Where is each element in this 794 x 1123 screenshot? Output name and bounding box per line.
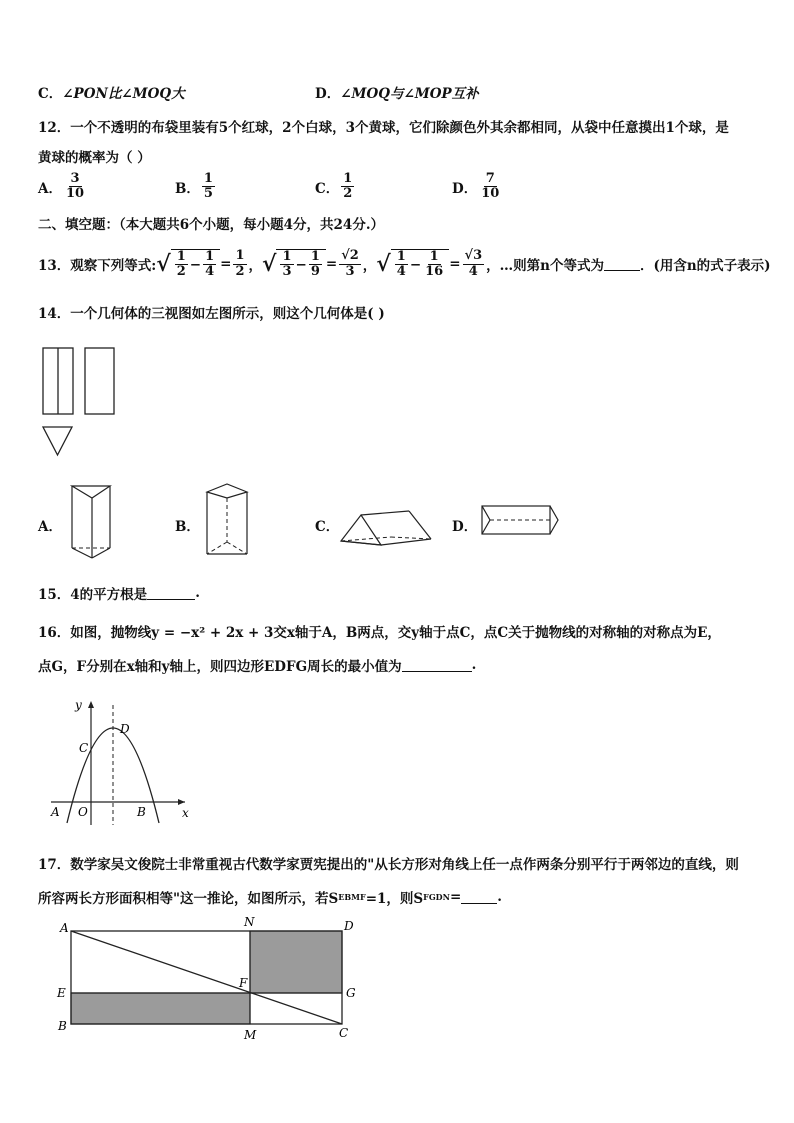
rectangle-figure: [52, 915, 372, 1045]
option-a-prism: [66, 482, 116, 562]
shaded-rect-ebmf: [71, 993, 250, 1024]
fraction: $\frac{7}{10}$: [481, 171, 500, 202]
label-b: B: [58, 1019, 67, 1033]
option-b-prism: [203, 482, 253, 562]
q14-option-d: D．: [452, 519, 478, 535]
option-c-prism: [337, 505, 437, 550]
q12-option-c: C． $\frac{1}{2}$: [315, 171, 353, 202]
label-d: D: [344, 919, 354, 933]
answer-blank[interactable]: [604, 258, 640, 271]
label-n: N: [244, 915, 255, 929]
q11-option-d: D．∠MOQ与∠MOP互补: [315, 86, 479, 102]
label-c: C: [339, 1026, 349, 1040]
section-title: 二、填空题：（本大题共6个小题，每小题4分，共24分.）: [38, 217, 385, 233]
option-d-prism: [478, 500, 563, 540]
parabola-graph: [45, 695, 195, 830]
label-a: A: [51, 805, 60, 819]
answer-blank[interactable]: [402, 659, 472, 672]
three-view-figure: [38, 340, 128, 465]
label-x: x: [182, 806, 189, 820]
answer-blank[interactable]: [461, 891, 497, 904]
label-y: y: [75, 698, 82, 712]
label-e: E: [57, 986, 66, 1000]
label-f: F: [239, 976, 248, 990]
q13-stem: 13．观察下列等式: √ $\frac{1}{2}$ − $\frac{1}{4}$ = $\frac{1}{2}$ ， √ $\frac{1}{3}$ − $\frac{1}{9}$ = $\frac{√2}{3}$ ， √ $\frac{1}{4}$ − $\frac{1}{16}$ = $\frac{√3}{4}$ ，…则第n个等式为 ．(用含n的式子表示): [38, 248, 771, 279]
q14-option-b: B．: [175, 519, 200, 535]
q17-stem-line1: 17．数学家吴文俊院士非常重视古代数学家贾宪提出的"从长方形对角线上任一点作两条分别平行于两邻边的直线，则: [38, 857, 739, 873]
q12-option-b: B． $\frac{1}{5}$: [175, 171, 213, 202]
label-b: B: [137, 805, 146, 819]
q17-stem-line2: 所容两长方形面积相等"这一推论，如图所示，若S EBMF =1，则S FGDN = .: [38, 889, 502, 907]
label-m: M: [244, 1028, 257, 1042]
q15-stem: 15．4的平方根是 .: [38, 585, 200, 603]
side-view: [85, 348, 114, 414]
sqrt-expression: √ $\frac{1}{4}$ − $\frac{1}{16}$: [376, 249, 449, 280]
q16-stem-line2: 点G，F分别在x轴和y轴上，则四边形EDFG周长的最小值为 .: [38, 657, 477, 675]
label-a: A: [60, 921, 69, 935]
fraction: $\frac{3}{10}$: [65, 171, 85, 202]
q11-option-c: C．∠PON比∠MOQ大: [38, 86, 185, 102]
q12-stem-line1: 12．一个不透明的布袋里装有5个红球，2个白球，3个黄球，它们除颜色外其余都相同，从袋中任意摸出1个球，是: [38, 120, 729, 136]
fraction: $\frac{1}{2}$: [343, 171, 353, 202]
q14-stem: 14．一个几何体的三视图如左图所示，则这个几何体是( ): [38, 306, 385, 322]
q12-option-d: D． $\frac{7}{10}$: [452, 171, 500, 202]
label-g: G: [346, 986, 356, 1000]
top-view: [43, 427, 72, 455]
fraction: $\frac{1}{5}$: [203, 171, 213, 202]
label-o: O: [78, 805, 88, 819]
sqrt-expression: √ $\frac{1}{3}$ − $\frac{1}{9}$: [262, 249, 326, 280]
shaded-rect-fgdn: [250, 931, 342, 993]
answer-blank[interactable]: [147, 587, 195, 600]
q14-option-c: C．: [315, 519, 340, 535]
label-d: D: [120, 722, 130, 736]
q12-stem-line2: 黄球的概率为（ ）: [38, 150, 151, 166]
q16-stem-line1: 16．如图，抛物线y = −x² + 2x + 3交x轴于A，B两点，交y轴于点C，点C关于抛物线的对称轴的对称点为E，: [38, 625, 721, 641]
q12-option-a: A． $\frac{3}{10}$: [38, 171, 85, 202]
sqrt-expression: √ $\frac{1}{2}$ − $\frac{1}{4}$: [156, 249, 220, 280]
label-c: C: [79, 741, 89, 755]
q14-option-a: A．: [38, 519, 62, 535]
